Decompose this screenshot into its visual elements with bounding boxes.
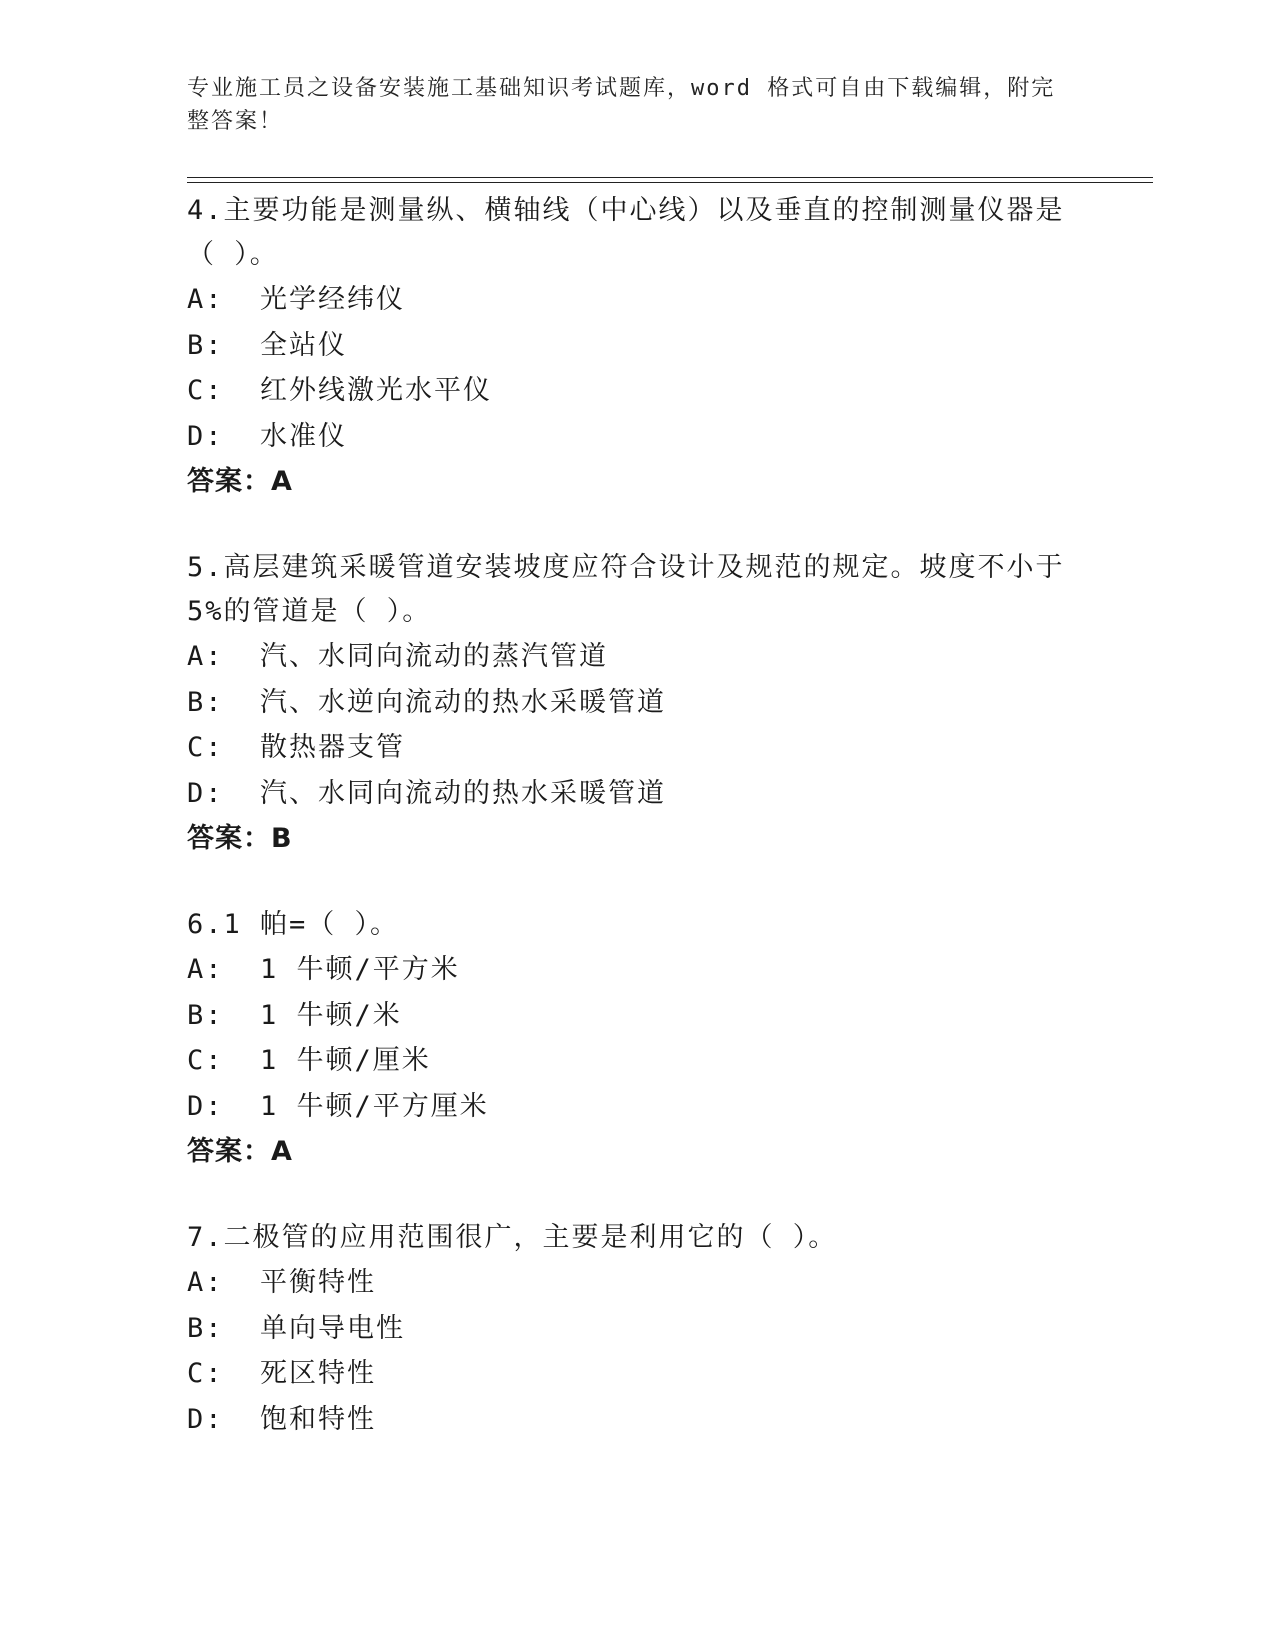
option-b: B: 单向导电性 <box>187 1312 406 1344</box>
answer: 答案：A <box>187 1136 293 1167</box>
option-c: C: 红外线激光水平仪 <box>187 375 493 406</box>
spacer <box>187 1174 1087 1216</box>
question-stem: 5.高层建筑采暖管道安装坡度应符合设计及规范的规定。坡度不小于5%的管道是（ ）。 <box>187 552 1065 627</box>
question-list <box>187 189 1087 1442</box>
header-divider-top <box>187 177 1153 178</box>
question-stem: 4.主要功能是测量纵、横轴线（中心线）以及垂直的控制测量仪器是（ ）。 <box>187 195 1065 270</box>
question-stem: 7.二极管的应用范围很广，主要是利用它的（ ）。 <box>187 1222 838 1253</box>
option-c: C: 散热器支管 <box>187 732 406 763</box>
option-b: B: 汽、水逆向流动的热水采暖管道 <box>187 686 667 718</box>
spacer <box>187 861 1087 903</box>
option-c: C: 1 牛顿/厘米 <box>187 1045 431 1076</box>
option-a: A: 1 牛顿/平方米 <box>187 954 460 985</box>
option-d: D: 水准仪 <box>187 420 348 452</box>
option-a: A: 平衡特性 <box>187 1267 377 1298</box>
document-header: 专业施工员之设备安装施工基础知识考试题库，word 格式可自由下载编辑，附完整答案！ <box>187 76 1056 134</box>
option-a: A: 汽、水同向流动的蒸汽管道 <box>187 641 609 672</box>
option-d: D: 汽、水同向流动的热水采暖管道 <box>187 777 667 809</box>
option-d: D: 饱和特性 <box>187 1403 377 1435</box>
question-5 <box>187 546 1087 861</box>
question-stem: 6.1 帕=（ ）。 <box>187 909 400 940</box>
option-d: D: 1 牛顿/平方厘米 <box>187 1090 489 1122</box>
answer: 答案：B <box>187 823 293 854</box>
header-divider-bottom <box>187 182 1153 183</box>
option-b: B: 全站仪 <box>187 329 348 361</box>
option-a: A: 光学经纬仪 <box>187 284 406 315</box>
option-b: B: 1 牛顿/米 <box>187 999 402 1031</box>
question-4 <box>187 189 1087 504</box>
option-c: C: 死区特性 <box>187 1358 377 1389</box>
question-7 <box>187 1216 1087 1442</box>
question-6 <box>187 903 1087 1174</box>
answer: 答案：A <box>187 466 293 497</box>
spacer <box>187 504 1087 546</box>
